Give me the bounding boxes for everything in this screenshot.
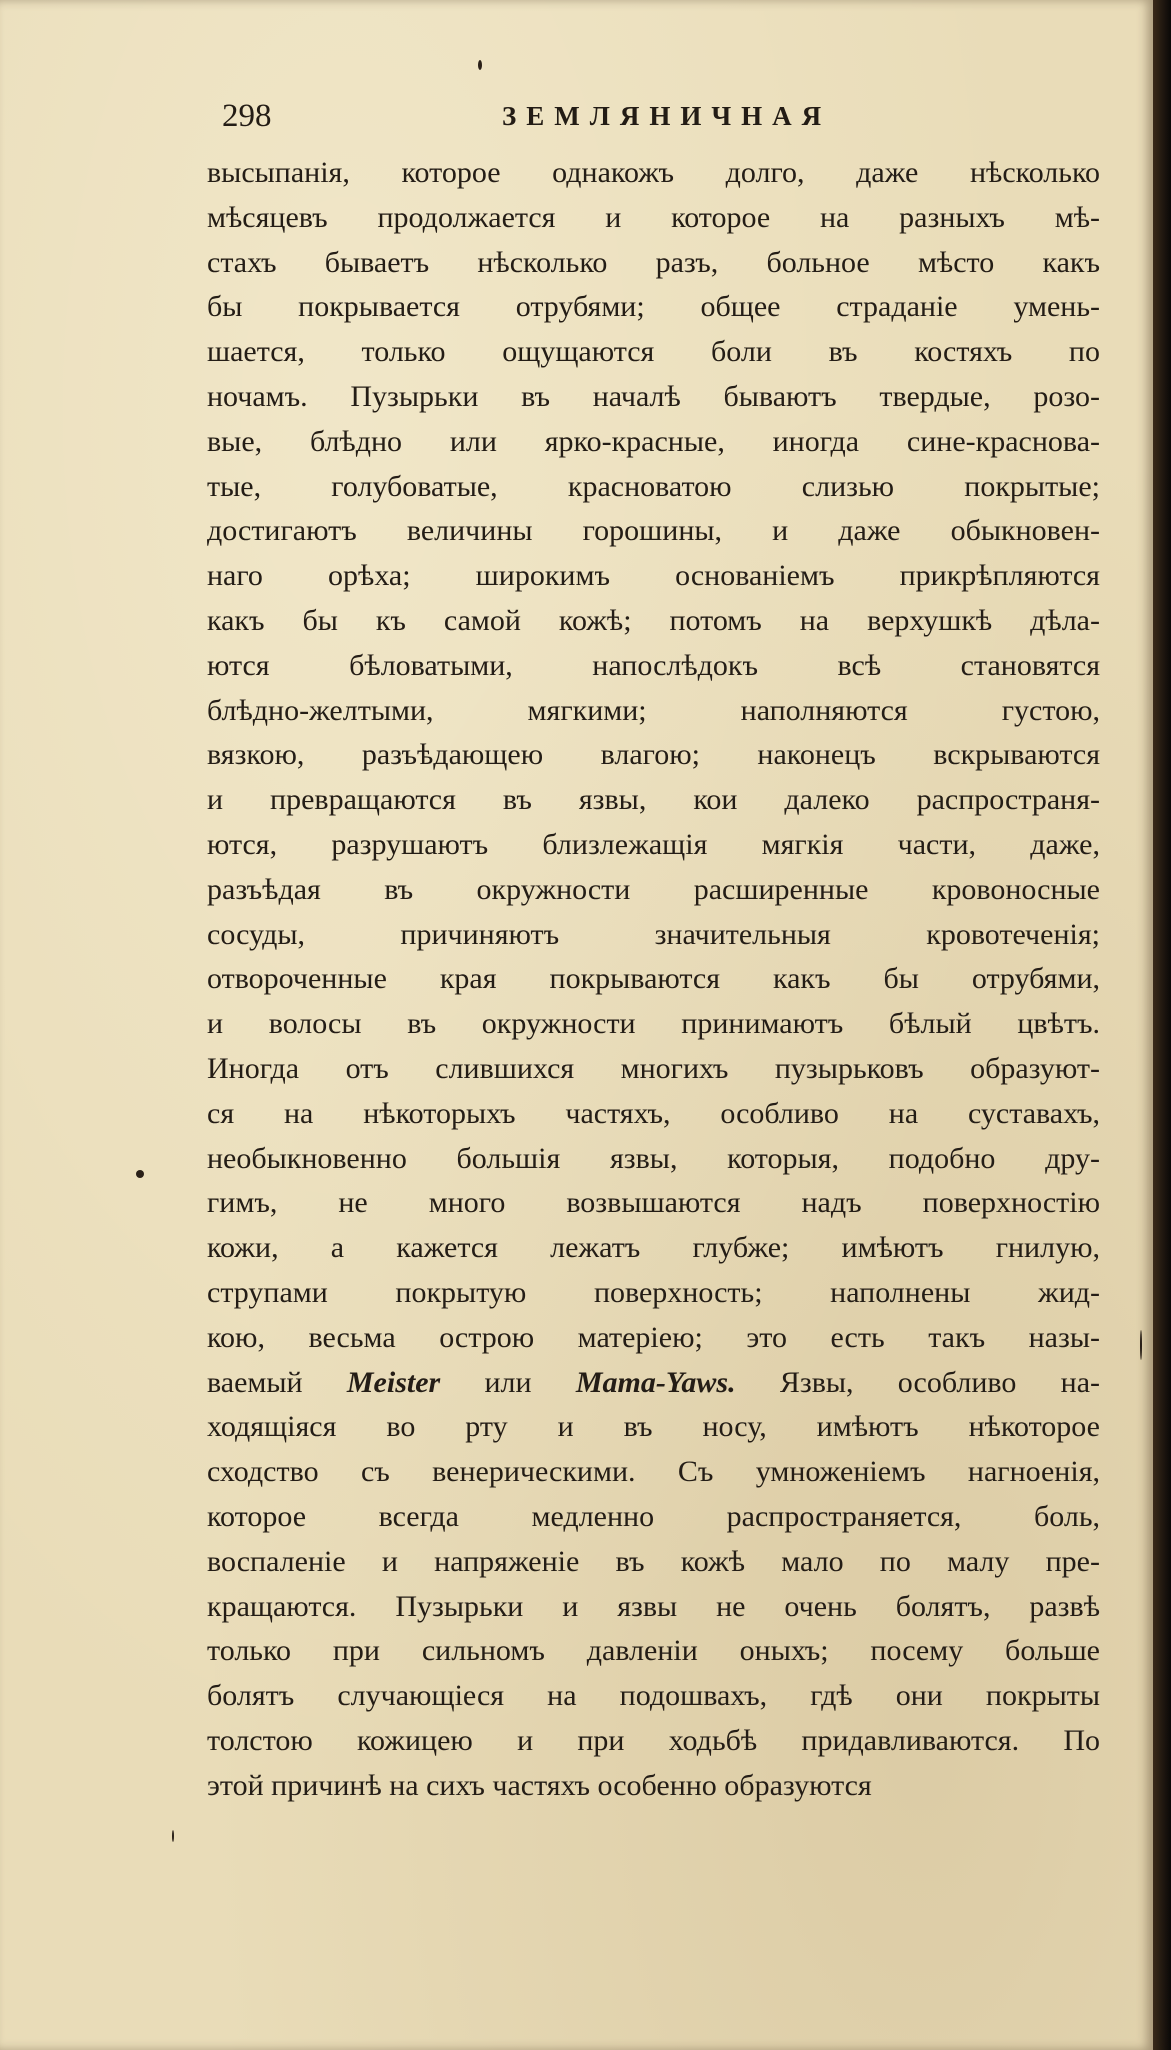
text-line: кожи, а кажется лежатъ глубже; имѣютъ гнилую, (207, 1231, 1100, 1265)
text-line: которое всегда медленно распространяется, боль, (207, 1499, 1100, 1533)
text-line: сосуды, причиняютъ значительныя кровотеченія; (207, 917, 1100, 951)
text-line: ходящіяся во рту и въ носу, имѣютъ нѣкоторое (207, 1410, 1100, 1444)
text-segment: или (440, 1365, 576, 1399)
text-line: сходство съ венерическими. Съ умноженіемъ нагноенія, (207, 1455, 1100, 1489)
text-line: и волосы въ окружности принимаютъ бѣлый цвѣтъ. (207, 1007, 1100, 1041)
page-edge-shadow (1153, 0, 1171, 2050)
text-line: толстою кожицею и при ходьбѣ придавливаются. По (207, 1723, 1100, 1757)
text-line: тые, голубоватые, красноватою слизью покрытые; (207, 469, 1100, 503)
ink-speck (478, 60, 482, 70)
term-mama-yaws: Mama-Yaws. (575, 1365, 736, 1399)
text-line: какъ бы къ самой кожѣ; потомъ на верхушкѣ дѣла- (207, 603, 1100, 637)
text-line: Иногда отъ слившихся многихъ пузырьковъ образуют- (207, 1051, 1100, 1085)
text-line: воспаленіе и напряженіе въ кожѣ мало по малу пре- (207, 1544, 1100, 1578)
text-line: блѣдно-желтыми, мягкими; наполняются густою, (207, 693, 1100, 727)
text-line: этой причинѣ на сихъ частяхъ особенно образуются (207, 1768, 872, 1802)
text-line: кращаются. Пузырьки и язвы не очень болятъ, развѣ (207, 1589, 1100, 1623)
text-line: высыпанія, которое однакожъ долго, даже нѣсколько (207, 156, 1100, 189)
ink-speck (136, 1170, 144, 1178)
term-meister: Meister (346, 1365, 441, 1399)
ink-speck (1140, 1330, 1142, 1360)
running-head: ЗЕМЛЯНИЧНАЯ (502, 101, 832, 131)
text-line-with-terms (207, 1361, 1100, 1406)
text-line: отвороченные края покрываются какъ бы отрубями, (207, 962, 1100, 996)
text-line: болятъ случающіеся на подошвахъ, гдѣ они покрыты (207, 1679, 1100, 1713)
text-segment: ваемый (207, 1365, 347, 1399)
text-line: достигаютъ величины горошины, и даже обыкновен- (207, 514, 1100, 548)
text-line: ются бѣловатыми, напослѣдокъ всѣ становятся (207, 648, 1100, 682)
text-line: стахъ бываетъ нѣсколько разъ, больное мѣсто какъ (207, 245, 1100, 279)
text-line: шается, только ощущаются боли въ костяхъ по (207, 335, 1100, 369)
text-line: необыкновенно большія язвы, которыя, подобно дру- (207, 1141, 1100, 1175)
text-line: разъѣдая въ окружности расширенные кровоносные (207, 872, 1100, 906)
text-line: только при сильномъ давленіи оныхъ; посему больше (207, 1634, 1100, 1668)
text-segment: Язвы, особливо на- (735, 1365, 1100, 1399)
text-line: и превращаются въ язвы, кои далеко распространя- (207, 783, 1100, 817)
text-line: ночамъ. Пузырьки въ началѣ бываютъ твердые, розо- (207, 379, 1100, 413)
page-header (222, 96, 922, 136)
text-line: кою, весьма острою матеріею; это есть такъ назы- (207, 1320, 1100, 1354)
body-text (207, 151, 1100, 1808)
page-number: 298 (222, 98, 272, 134)
text-line: наго орѣха; широкимъ основаніемъ прикрѣпляются (207, 559, 1100, 593)
text-line: вязкою, разъѣдающею влагою; наконецъ вскрываются (207, 738, 1100, 772)
text-line: мѣсяцевъ продолжается и которое на разныхъ мѣ- (207, 200, 1100, 234)
text-line: ются, разрушаютъ близлежащія мягкія части, даже, (207, 827, 1100, 861)
ink-speck (172, 1830, 174, 1842)
text-line: гимъ, не много возвышаются надъ поверхностію (207, 1186, 1100, 1220)
text-line: бы покрывается отрубями; общее страданіе умень- (207, 290, 1100, 324)
text-line: струпами покрытую поверхность; наполнены жид- (207, 1275, 1100, 1309)
text-line: вые, блѣдно или ярко-красные, иногда сине-краснова- (207, 424, 1100, 458)
text-line: ся на нѣкоторыхъ частяхъ, особливо на суставахъ, (207, 1096, 1100, 1130)
